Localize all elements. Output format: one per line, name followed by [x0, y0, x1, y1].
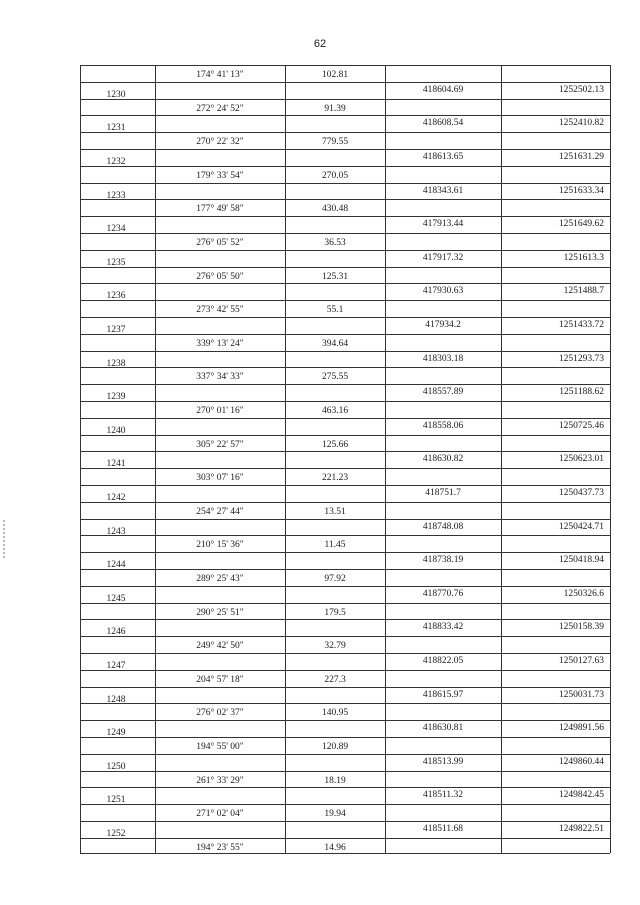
table-row-border [80, 401, 610, 402]
y-coordinate-value: 1251188.62 [559, 387, 604, 398]
direction-angle-cell: 204° 57' 18" [196, 674, 244, 685]
x-coordinate-cell: 418303.18 [422, 353, 464, 364]
table-row-border [80, 485, 610, 486]
distance-cell: 394.64 [321, 338, 349, 349]
x-coordinate-cell: 418630.81 [422, 723, 464, 734]
distance-cell: 125.66 [321, 439, 349, 450]
point-id-cell: 1236 [106, 291, 126, 302]
y-coordinate-cell [501, 689, 610, 701]
point-id-cell: 1241 [106, 459, 126, 470]
distance-cell: 179.5 [324, 607, 346, 618]
distance-cell: 125.31 [321, 271, 349, 282]
table-row-border [80, 737, 610, 738]
x-coordinate-cell: 418822.05 [422, 656, 464, 666]
point-id-cell: 1242 [106, 493, 126, 503]
y-coordinate-cell [501, 588, 610, 600]
point-id-cell: 1239 [106, 392, 126, 403]
table-row-border [80, 771, 610, 772]
x-coordinate-cell: 418608.54 [422, 118, 464, 129]
table-row-border [80, 535, 610, 536]
table-row-border [80, 603, 610, 604]
table-row-border [80, 468, 610, 469]
table-row-border [80, 687, 610, 688]
y-coordinate-value: 1250158.39 [558, 622, 604, 633]
y-coordinate-value: 1250725.46 [558, 420, 604, 431]
table-row-border [80, 569, 610, 570]
table-row-border [80, 804, 610, 805]
y-coordinate-cell [501, 487, 610, 499]
y-coordinate-value: 1251631.29 [558, 152, 604, 162]
distance-cell: 55.1 [326, 305, 344, 316]
point-id-cell: 1244 [106, 560, 126, 571]
point-id-cell: 1230 [106, 89, 126, 100]
y-coordinate-cell [501, 655, 610, 667]
direction-angle-cell: 305° 22' 57" [196, 439, 244, 450]
point-id-cell: 1237 [106, 325, 126, 335]
point-id-cell: 1249 [106, 728, 126, 739]
y-coordinate-value: 1252502.13 [558, 84, 604, 95]
page-number: 62 [313, 38, 327, 50]
y-coordinate-value: 1250424.71 [558, 521, 604, 532]
y-coordinate-cell [501, 789, 610, 801]
direction-angle-cell: 270° 22' 32" [196, 137, 244, 148]
direction-angle-cell: 289° 25' 43" [196, 574, 244, 584]
point-id-cell: 1240 [106, 425, 126, 436]
y-coordinate-cell [501, 621, 610, 633]
x-coordinate-cell: 418511.32 [422, 790, 464, 801]
y-coordinate-cell [501, 453, 610, 465]
y-coordinate-value: 1249891.56 [558, 723, 604, 734]
distance-cell: 779.55 [321, 137, 349, 148]
distance-cell: 140.95 [321, 708, 349, 719]
x-coordinate-cell: 418833.42 [422, 622, 464, 633]
y-coordinate-value: 1249842.45 [558, 790, 604, 801]
point-id-cell: 1231 [106, 123, 126, 134]
table-row-border [80, 82, 610, 83]
point-id-cell: 1250 [106, 761, 126, 772]
y-coordinate-value: 1250326.6 [563, 588, 604, 599]
direction-angle-cell: 276° 02' 37" [196, 708, 244, 719]
distance-cell: 270.05 [321, 170, 349, 181]
distance-cell: 102.81 [321, 70, 349, 80]
direction-angle-cell: 270° 01' 16" [196, 406, 244, 416]
table-row-border [80, 300, 610, 301]
point-id-cell: 1238 [106, 358, 126, 369]
y-coordinate-value: 1250031.73 [558, 689, 604, 700]
y-coordinate-cell [501, 218, 610, 230]
x-coordinate-cell: 418613.65 [422, 152, 464, 162]
table-row-border [80, 519, 610, 520]
y-coordinate-cell [501, 117, 610, 129]
table-row-border [80, 115, 610, 116]
y-coordinate-value: 1250418.94 [558, 555, 604, 566]
y-coordinate-value: 1251649.62 [558, 219, 604, 230]
table-row-border [80, 166, 610, 167]
table-row-border [80, 838, 610, 839]
x-coordinate-cell: 418343.61 [422, 185, 464, 196]
x-coordinate-cell: 417934.2 [425, 320, 461, 330]
y-coordinate-cell [501, 185, 610, 197]
table-row-border [80, 586, 610, 587]
table-row-border [80, 250, 610, 251]
x-coordinate-cell: 418513.99 [422, 756, 464, 767]
distance-cell: 36.53 [324, 238, 346, 248]
table-row-border [80, 367, 610, 368]
distance-cell: 275.55 [321, 372, 349, 383]
distance-cell: 13.51 [324, 506, 346, 517]
table-row-border [80, 233, 610, 234]
distance-cell: 221.23 [321, 473, 349, 484]
x-coordinate-cell: 418604.69 [422, 84, 464, 95]
y-coordinate-cell [501, 521, 610, 533]
y-coordinate-value: 1250623.01 [558, 454, 604, 465]
table-row-border [80, 451, 610, 452]
x-coordinate-cell: 418558.06 [422, 420, 464, 431]
x-coordinate-cell: 417913.44 [422, 219, 464, 230]
distance-cell: 463.16 [321, 406, 349, 416]
y-coordinate-value: 1250127.63 [558, 656, 604, 666]
table-row-border [80, 619, 610, 620]
coordinates-table [80, 65, 610, 853]
table-row-border [80, 821, 610, 822]
table-row-border [80, 317, 610, 318]
table-row-border [80, 720, 610, 721]
table-row-border [80, 132, 610, 133]
direction-angle-cell: 194° 55' 00" [196, 742, 244, 752]
distance-cell: 19.94 [324, 809, 346, 820]
distance-cell: 14.96 [324, 842, 346, 853]
direction-angle-cell: 174° 41' 13" [196, 70, 244, 80]
table-row-border [80, 351, 610, 352]
point-id-cell: 1251 [106, 795, 126, 806]
margin-scan-mark [3, 520, 5, 560]
y-coordinate-cell [501, 285, 610, 297]
direction-angle-cell: 194° 23' 55" [196, 842, 244, 853]
direction-angle-cell: 177° 49' 58" [196, 204, 244, 215]
table-row-border [80, 502, 610, 503]
table-row-border [80, 787, 610, 788]
point-id-cell: 1252 [106, 829, 126, 839]
direction-angle-cell: 276° 05' 50" [196, 271, 244, 282]
y-coordinate-cell [501, 319, 610, 331]
table-row-border [80, 334, 610, 335]
table-row-border [80, 418, 610, 419]
direction-angle-cell: 179° 33' 54" [196, 170, 244, 181]
point-id-cell: 1235 [106, 257, 126, 268]
x-coordinate-cell: 418738.19 [422, 555, 464, 566]
point-id-cell: 1245 [106, 593, 126, 604]
point-id-cell: 1233 [106, 190, 126, 201]
x-coordinate-cell: 417930.63 [422, 286, 464, 297]
x-coordinate-cell: 418748.08 [422, 521, 464, 532]
distance-cell: 11.45 [324, 540, 346, 551]
x-coordinate-cell: 418630.82 [422, 454, 464, 465]
table-column-border [610, 65, 611, 853]
point-id-cell: 1243 [106, 526, 126, 537]
table-row-border [80, 183, 610, 184]
direction-angle-cell: 249° 42' 50" [196, 641, 244, 652]
x-coordinate-cell: 418511.68 [422, 824, 464, 834]
table-row-border [80, 435, 610, 436]
direction-angle-cell: 339° 13' 24" [196, 338, 244, 349]
table-row-border [80, 216, 610, 217]
direction-angle-cell: 290° 25' 51" [196, 607, 244, 618]
point-id-cell: 1246 [106, 627, 126, 638]
point-id-cell: 1247 [106, 661, 126, 671]
direction-angle-cell: 254° 27' 44" [196, 506, 244, 517]
y-coordinate-cell [501, 84, 610, 96]
y-coordinate-cell [501, 353, 610, 365]
y-coordinate-cell [501, 756, 610, 768]
table-row-border [80, 636, 610, 637]
x-coordinate-cell: 417917.32 [422, 252, 464, 263]
y-coordinate-cell [501, 420, 610, 432]
distance-cell: 120.89 [321, 742, 349, 752]
y-coordinate-value: 1252410.82 [558, 118, 604, 129]
direction-angle-cell: 210° 15' 36" [196, 540, 244, 551]
y-coordinate-value: 1251488.7 [563, 286, 604, 297]
table-row-border [80, 283, 610, 284]
table-row-border [80, 670, 610, 671]
table-row-border [80, 552, 610, 553]
distance-cell: 91.39 [324, 103, 346, 114]
point-id-cell: 1248 [106, 694, 126, 705]
point-id-cell: 1234 [106, 224, 126, 235]
x-coordinate-cell: 418770.76 [422, 588, 464, 599]
y-coordinate-value: 1249860.44 [558, 756, 604, 767]
x-coordinate-cell: 418615.97 [422, 689, 464, 700]
y-coordinate-value: 1249822.51 [558, 824, 604, 834]
table-row-border [80, 703, 610, 704]
x-coordinate-cell: 418557.89 [422, 387, 464, 398]
direction-angle-cell: 272° 24' 52" [196, 103, 244, 114]
direction-angle-cell: 276° 05' 52" [196, 238, 244, 248]
y-coordinate-cell [501, 151, 610, 163]
table-row-border [80, 754, 610, 755]
table-row-border [80, 653, 610, 654]
y-coordinate-value: 1251433.72 [558, 320, 604, 330]
table-row-border [80, 65, 610, 66]
table-row-border [80, 99, 610, 100]
distance-cell: 97.92 [324, 574, 346, 584]
distance-cell: 227.3 [324, 674, 346, 685]
y-coordinate-value: 1251293.73 [558, 353, 604, 364]
table-row-border [80, 149, 610, 150]
table-row-border [80, 384, 610, 385]
direction-angle-cell: 337° 34' 33" [196, 372, 244, 383]
y-coordinate-cell [501, 252, 610, 264]
distance-cell: 18.19 [324, 775, 346, 786]
y-coordinate-cell [501, 823, 610, 835]
y-coordinate-value: 1251613.3 [563, 252, 604, 263]
direction-angle-cell: 303° 07' 16" [196, 473, 244, 484]
y-coordinate-value: 1251633.34 [558, 185, 604, 196]
direction-angle-cell: 273° 42' 55" [196, 305, 244, 316]
distance-cell: 32.79 [324, 641, 346, 652]
y-coordinate-value: 1250437.73 [558, 488, 604, 498]
direction-angle-cell: 271° 02' 04" [196, 809, 244, 820]
y-coordinate-cell [501, 722, 610, 734]
table-row-border [80, 267, 610, 268]
direction-angle-cell: 261° 33' 29" [196, 775, 244, 786]
x-coordinate-cell: 418751.7 [425, 488, 461, 498]
y-coordinate-cell [501, 554, 610, 566]
point-id-cell: 1232 [106, 157, 126, 167]
table-row-border [80, 199, 610, 200]
distance-cell: 430.48 [321, 204, 349, 215]
y-coordinate-cell [501, 386, 610, 398]
